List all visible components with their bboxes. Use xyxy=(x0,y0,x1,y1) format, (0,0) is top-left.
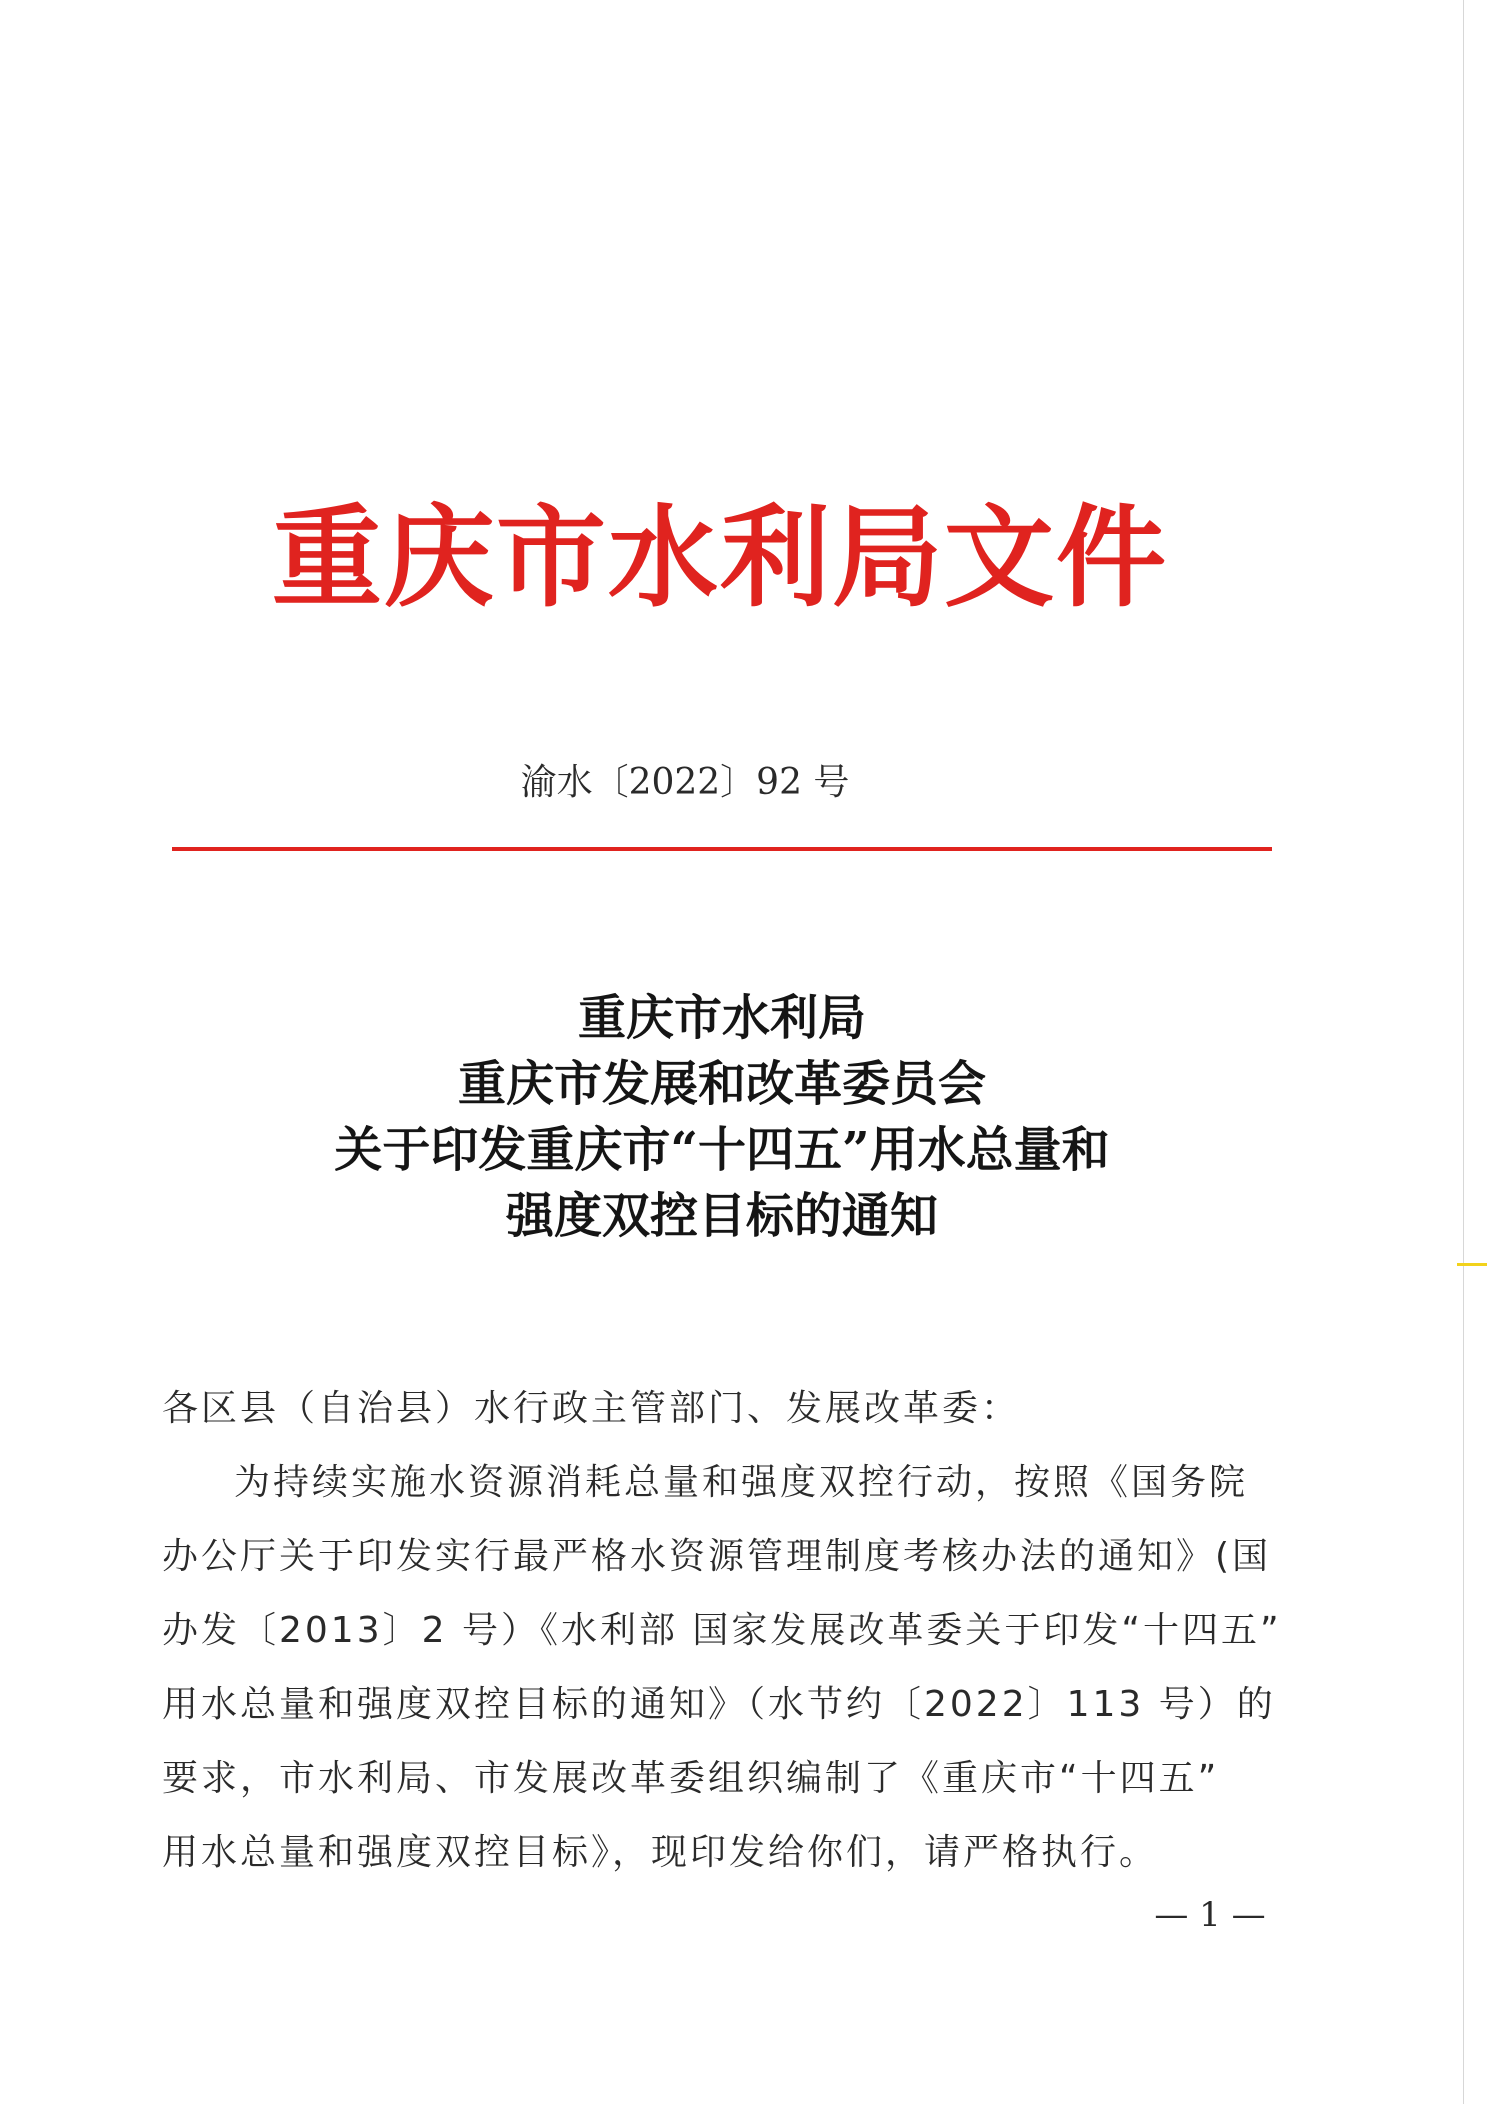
notice-title-line: 强度双控目标的通知 xyxy=(505,1188,938,1244)
notice-title-line: 重庆市发展和改革委员会 xyxy=(457,1056,986,1112)
body-line: 用水总量和强度双控目标》，现印发给你们，请严格执行。 xyxy=(162,1832,1159,1873)
body-line: 为持续实施水资源消耗总量和强度双控行动，按照《国务院 xyxy=(234,1462,1249,1503)
body-line: 办公厅关于印发实行最严格水资源管理制度考核办法的通知》(国 xyxy=(162,1536,1272,1577)
body-line: 要求，市水利局、市发展改革委组织编制了《重庆市“十四五” xyxy=(162,1758,1220,1799)
red-separator-rule xyxy=(172,847,1272,851)
binding-mark xyxy=(1457,1263,1487,1266)
salutation: 各区县（自治县）水行政主管部门、发展改革委： xyxy=(162,1388,1021,1429)
page-number: — 1 — xyxy=(1154,1895,1266,1935)
body-line: 办发〔2013〕2 号）《水利部 国家发展改革委关于印发“十四五” xyxy=(162,1610,1282,1651)
notice-title-line: 重庆市水利局 xyxy=(577,990,866,1046)
notice-body xyxy=(162,1372,1282,1890)
notice-title-line: 关于印发重庆市“十四五”用水总量和 xyxy=(334,1122,1110,1178)
issuer-header-title: 重庆市水利局文件 xyxy=(272,493,1168,622)
notice-title xyxy=(172,985,1272,1249)
body-line: 用水总量和强度双控目标的通知》（水节约〔2022〕113 号）的 xyxy=(162,1684,1276,1725)
document-number: 渝水〔2022〕92 号 xyxy=(520,762,850,803)
page-edge-line xyxy=(1463,0,1464,2104)
